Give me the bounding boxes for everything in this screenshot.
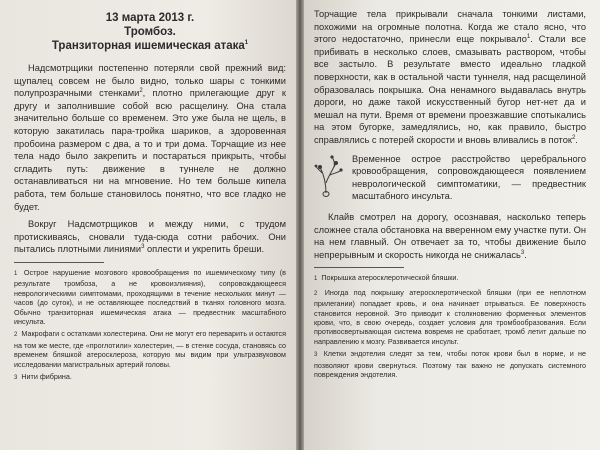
- right-page: [304, 0, 600, 450]
- paragraph: Клайв смотрел на дорогу, осознавая, насколько теперь сложнее стала обстановка на вверенном ему участке пути. Он на нем главный. Он отвечает за то, чтобы движение было непрерывным и скорость никогда не снижалась$^3$.: [314, 211, 586, 260]
- footnote: 2 Макрофаги с остатками холестерина. Они не могут его переварить и остаются на том же месте, где «проглотили» холестерин, — в стенке сосуда, становясь со временем бляшкой атеросклероза, которую мы видим при ультразвуковом исследовании магистральных артерий головы.: [14, 329, 286, 369]
- footnote-ref: 3: [520, 249, 525, 256]
- footnote-number: 3: [14, 374, 18, 381]
- footnote-ref: 2: [571, 134, 576, 141]
- right-body-text-bottom: [314, 211, 586, 261]
- footnote-ref: 3: [141, 244, 145, 251]
- book-gutter: [296, 0, 304, 450]
- footnote: 3 Клетки эндотелия следят за тем, чтобы поток крови был в норме, и не позволяют крови свернуться. Поэтому так важно не допускать системного повреждения эндотелия.: [314, 349, 586, 379]
- footnote-ref: 2: [139, 88, 143, 95]
- footnote-ref: 1: [526, 34, 531, 41]
- definition-text: Временное острое расстройство церебрального кровообращения, сопровождающееся появлением неврологической симптоматики, — предвестник масштабного инсульта.: [352, 153, 586, 202]
- chapter-title: Тромбоз.: [124, 26, 176, 38]
- left-body-text: [14, 62, 286, 256]
- footnote: 1 Покрышка атеросклеротической бляшки.: [314, 273, 459, 283]
- paragraph: Вокруг Надсмотрщиков и между ними, с трудом протискиваясь, сновали туда-сюда сотни рабочих. Они пытались плотными линиями$^3$ оплести и укрепить бреши.: [14, 219, 286, 255]
- footnote-number: 2: [314, 290, 318, 297]
- footnote-number: 3: [314, 352, 318, 359]
- right-body-text-top: [314, 8, 586, 147]
- footnote-divider: [14, 262, 104, 263]
- chapter-subtitle: [14, 40, 286, 52]
- chapter-date: 13 марта 2013 г.: [105, 12, 195, 24]
- chapter-subtitle-text: Транзиторная ишемическая атака: [51, 40, 245, 52]
- left-page: [0, 0, 296, 450]
- right-footnotes: [314, 273, 586, 379]
- cell-branch-icon: [314, 153, 348, 199]
- paragraph: Торчащие тела прикрывали сначала тонкими листами, похожими на огромные полотна. Когда же стало ясно, что этого недостаточно, принесли еще покрывало$^1$. Стали все прибивать в несколько слоев, смазывать раствором, чтобы все застыло. В результате вместо идеально гладкой поверхности, как в остальной части туннеля, над расщелиной образовалась покрышка. Она ненамного выдавалась внутрь дороги, но даже такой искусственный бугор нет-нет да и мешал на пути. Время от времени проезжавшие спотыкались на этом бугорке, замедлялись, но, как правило, быстро справлялись с потерей скорости и вновь вливались в поток$^2$.: [314, 9, 586, 145]
- footnote-number: 1: [314, 276, 318, 283]
- left-footnotes: [14, 268, 286, 383]
- definition-callout: [314, 153, 586, 203]
- footnote-number: 1: [14, 270, 18, 277]
- paragraph: Надсмотрщики постепенно потеряли свой прежний вид: щупалец совсем не было видно, только шары с тонкими полупрозрачными стенками$^2$, плотно прилегающие друг к другу и заполнившие собой всю расщелину. Она стала значительно больше со временем. Это уже была не щель, в которую закатилась пара-тройка шариков, а здоровенная пробоина размером с два, а то и три дома. Торчащие из нее тела надо было закрепить и постараться прикрыть, чтобы сгладить путь: движение в туннеле не должно останавливаться ни на мгновение. Но тем больше кипела работа, тем больше становилось понятно, что все гладко не будет.: [14, 63, 286, 212]
- footnote: 2 Иногда под покрышку атеросклеротической бляшки (при ее неплотном прилегании) попадает кровь, и она начинает отрываться. Ее поверхность становится неровной. Это приводит к столкновению форменных элементов крови, что, в свою очередь, создает условия для тромбообразования. Если противосвертывающая система вовремя не сработает, тромб летит дальше по направлению к мозгу. Развивается инсульт.: [314, 287, 586, 346]
- footnote-divider: [314, 267, 404, 268]
- footnote: 3 Нити фибрина.: [14, 371, 72, 381]
- footnote-number: 2: [14, 332, 18, 339]
- footnote-ref: 1: [244, 40, 249, 47]
- footnote: 1 Острое нарушение мозгового кровообращения по ишемическому типу (в результате тромбоза, а не кровоизлияния), сопровождающееся неврологическими симптомами, проходящими в течение нескольких минут — часов (до суток), и не оставляющее последствий в тканях головного мозга. Обычно транзиторная ишемическая атака — предвестник масштабного инсульта.: [14, 267, 286, 326]
